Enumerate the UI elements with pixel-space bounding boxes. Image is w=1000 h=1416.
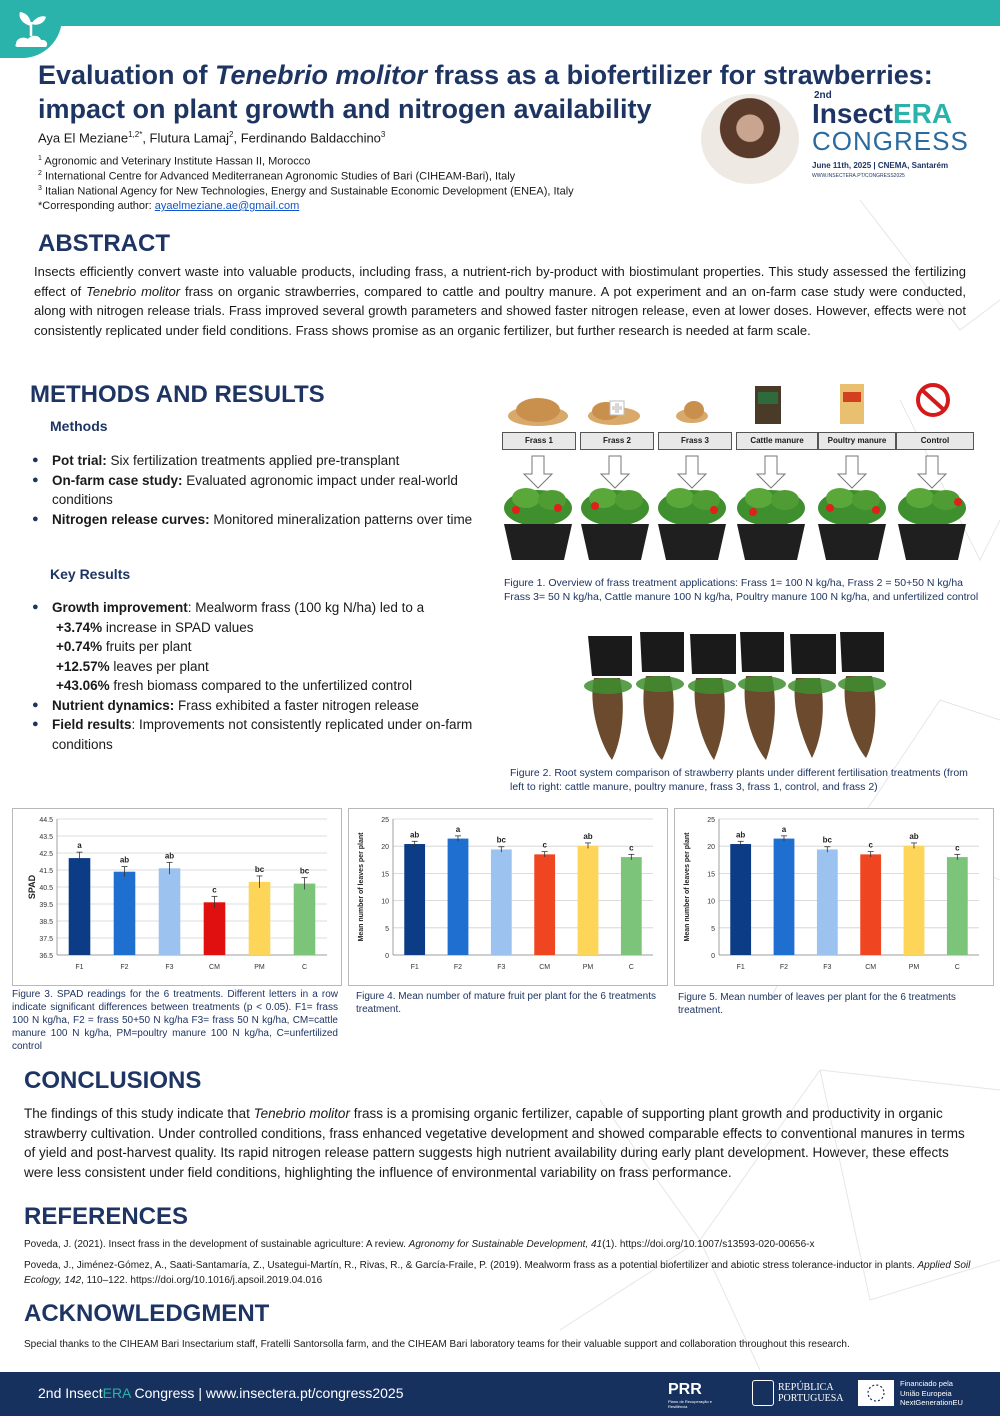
- label-control: Control: [896, 432, 974, 450]
- y-axis-label: SPAD: [27, 874, 37, 900]
- y-tick-label: 42.5: [39, 851, 53, 858]
- chart-3-box: [12, 808, 342, 986]
- y-tick-label: 15: [381, 871, 389, 879]
- affiliation-2: $^2$ International Centre for Advanced Mediterranean Agronomic Studies of Bari (CIHEAM-Bari), Italy: [38, 170, 516, 183]
- prr-logo: [668, 1381, 728, 1409]
- significance-letter: bc: [496, 835, 507, 845]
- y-tick-label: 41.5: [39, 868, 53, 875]
- eu-funding-text: Financiado pela União Europeia NextGenerationEU: [900, 1379, 963, 1407]
- prr-subtitle: Plano de Recuperação e Resiliência: [668, 1399, 713, 1409]
- logo: [0, 0, 62, 58]
- author-list: Aya El Meziane$^{1,2*}$, Flutura Lamaj$^2$, Ferdinando Baldacchino$^3$: [38, 130, 386, 146]
- significance-letter: bc: [254, 864, 265, 874]
- y-tick-label: 43.5: [39, 834, 53, 841]
- y-tick-label: 0: [711, 953, 715, 960]
- x-tick-label: F1: [736, 964, 745, 971]
- footer-bar: [0, 1372, 1000, 1416]
- label-frass-1: Frass 1: [502, 432, 576, 450]
- bar-pm: [904, 846, 925, 955]
- methods-heading: METHODS AND RESULTS: [30, 381, 325, 408]
- x-tick-label: F2: [779, 964, 789, 971]
- chart-5-box: [674, 808, 994, 986]
- y-tick-label: 36.5: [39, 953, 53, 960]
- significance-letter: ab: [909, 831, 919, 841]
- references-heading: REFERENCES: [24, 1203, 189, 1230]
- figure-2-caption: Figure 2. Root system comparison of strawberry plants under different fertilisation treatments (from left to right: cattle manure, poultry manure, frass 3, frass 1, control, and frass 2): [510, 767, 968, 793]
- y-axis-label: Mean number of leaves per plant: [358, 832, 365, 942]
- figure-1-treatments: [502, 378, 980, 573]
- figure-5-caption: Figure 5. Mean number of leaves per plant for the 6 treatments treatment.: [678, 992, 956, 1016]
- y-tick-label: 25: [707, 817, 715, 824]
- congress-name: InsectERA: [812, 98, 953, 129]
- label-cattle-manure: Cattle manure: [736, 432, 818, 450]
- y-tick-label: 20: [707, 844, 715, 852]
- figure-3-caption: Figure 3. SPAD readings for the 6 treatments. Different letters in a row indicate significant differences between treatments (p < 0.05). F1= frass 100 N kg/ha, F2 = frass 50+50 N kg/ha F3= frass 50 N kg/ha, CM=cattle manure 100 N kg/ha, PM=poultry manure 100 N kg/ha, C=unfertilized control: [12, 989, 338, 1052]
- republica-logo: REPÚBLICA PORTUGUESA: [778, 1382, 844, 1404]
- acknowledgment-heading: ACKNOWLEDGMENT: [24, 1300, 270, 1327]
- y-tick-label: 25: [381, 817, 389, 824]
- conclusions-heading: CONCLUSIONS: [24, 1067, 202, 1094]
- chart-4-box: [348, 808, 668, 986]
- congress-word: CONGRESS: [812, 126, 969, 156]
- x-tick-label: CM: [865, 964, 877, 971]
- treatment-illustration: [502, 378, 980, 573]
- list-item: ● Nutrient dynamics: Frass exhibited a faster nitrogen release: [30, 696, 485, 716]
- acknowledgment-text: Special thanks to the CIHEAM Bari Insectarium staff, Fratelli Santorsolla farm, and the CIHEAM Bari laboratory teams for their valuable support and collaboration throughout this research.: [24, 1339, 850, 1350]
- y-tick-label: 40.5: [39, 885, 53, 892]
- y-tick-label: 10: [381, 898, 389, 906]
- y-tick-label: 20: [381, 844, 389, 852]
- bar-cm: [860, 854, 881, 955]
- significance-letter: ab: [735, 830, 746, 840]
- x-tick-label: C: [301, 964, 308, 971]
- significance-letter: c: [955, 843, 960, 853]
- bar-pm: [249, 882, 271, 955]
- x-tick-label: PM: [254, 964, 265, 971]
- bar-f1: [69, 858, 91, 955]
- bar-pm: [578, 846, 599, 955]
- bar-f3: [817, 849, 838, 955]
- y-tick-label: 37.5: [39, 936, 53, 943]
- label-frass-3: Frass 3: [658, 432, 732, 450]
- reference-1: Poveda, J. (2021). Insect frass in the development of sustainable agriculture: A review. Agronomy for Sustainable Development, 41(1). https://doi.org/10.1007/s13593-020-00656-x: [24, 1239, 815, 1250]
- y-tick-label: 44.5: [39, 817, 53, 824]
- x-tick-label: PM: [908, 964, 920, 971]
- significance-letter: c: [212, 885, 217, 895]
- x-tick-label: PM: [582, 964, 594, 971]
- bar-f3: [491, 849, 512, 955]
- leaves-bar-chart: [675, 809, 993, 985]
- eu-flag-icon: [858, 1380, 894, 1406]
- bar-cm: [534, 854, 555, 955]
- congress-url: WWW.INSECTERA.PT/CONGRESS2025: [812, 173, 905, 179]
- bar-f1: [404, 844, 425, 955]
- author-photo: [701, 94, 799, 184]
- reference-2: Poveda, J., Jiménez-Gómez, A., Saati-Santamaría, Z., Usategui-Martín, R., Rivas, R., & García-Fraile, P. (2019). Mealworm frass as a potential biofertilizer and abiotic stress tolerance-inductor in plants. Applied Soil Ecology, 142, 110–122. https://doi.org/10.1016/j.apsoil.2019.04.016: [24, 1260, 971, 1286]
- congress-logo: [812, 90, 972, 179]
- bar-f2: [114, 872, 136, 955]
- figure-2-root-photo: [578, 626, 898, 764]
- abstract-heading: ABSTRACT: [38, 230, 170, 257]
- list-item: ● Nitrogen release curves: Monitored mineralization patterns over time: [30, 510, 485, 530]
- significance-letter: c: [629, 843, 634, 853]
- significance-letter: a: [781, 824, 787, 834]
- affiliation-3: $^3$ Italian National Agency for New Technologies, Energy and Sustainable Economic Development (ENEA), Italy: [38, 185, 574, 198]
- x-tick-label: F3: [165, 964, 174, 971]
- x-tick-label: F1: [410, 964, 419, 971]
- results-list: [30, 598, 485, 754]
- label-poultry-manure: Poultry manure: [818, 432, 896, 450]
- footer-congress-text: 2nd InsectERA Congress | www.insectera.pt/congress2025: [38, 1385, 404, 1401]
- methods-list: [30, 451, 485, 529]
- bar-f1: [730, 844, 751, 955]
- significance-letter: c: [868, 840, 873, 850]
- list-item: ● Field results: Improvements not consistently replicated under on-farm conditions: [30, 715, 485, 754]
- significance-letter: c: [542, 840, 547, 850]
- methods-subheading: Methods: [50, 418, 108, 434]
- significance-letter: ab: [164, 851, 175, 861]
- y-tick-label: 10: [707, 898, 715, 906]
- bar-cm: [204, 902, 226, 955]
- x-tick-label: F3: [497, 964, 506, 971]
- bar-f2: [774, 839, 795, 955]
- bar-f2: [448, 839, 469, 955]
- corresponding-author: *Corresponding author: ayaelmeziane.ae@gmail.com: [38, 200, 300, 212]
- conclusions-text: The findings of this study indicate that Tenebrio molitor frass is a promising organic fertilizer, capable of supporting plant growth and productivity in organic strawberry cultivation. Under controlled conditions, frass enhanced vegetative development and showed comparable effects to conventional manures in terms of yield and post-harvest quality. Its rapid nitrogen release pattern suggests high nutrient availability during early plant development. However, these effects were less consistent under field conditions, highlighting the influence of environmental variability on frass performance.: [24, 1106, 965, 1180]
- x-tick-label: CM: [539, 964, 551, 971]
- x-tick-label: C: [628, 964, 634, 971]
- prr-mark: PRR: [668, 1381, 702, 1398]
- x-tick-label: F2: [453, 964, 463, 971]
- list-item: ● On-farm case study: Evaluated agronomic impact under real-world conditions: [30, 471, 485, 510]
- y-tick-label: 5: [711, 925, 715, 933]
- significance-letter: a: [455, 824, 461, 834]
- poster-title: Evaluation of Tenebrio molitor frass as a biofertilizer for strawberries: impact on plant growth and nitrogen availability: [38, 60, 933, 124]
- y-axis-label: Mean number of leaves per plant: [684, 832, 691, 942]
- email-link[interactable]: ayaelmeziane.ae@gmail.com: [154, 200, 300, 212]
- fruit-bar-chart: [349, 809, 667, 985]
- sprout-icon: [0, 0, 62, 58]
- bar-c: [621, 857, 642, 955]
- x-tick-label: C: [954, 964, 960, 971]
- congress-date: June 11th, 2025 | CNEMA, Santarém: [812, 161, 949, 170]
- significance-letter: ab: [583, 831, 593, 841]
- figure-4-caption: Figure 4. Mean number of mature fruit per plant for the 6 treatments treatment.: [356, 991, 656, 1015]
- abstract-text: Insects efficiently convert waste into valuable products, including frass, a nutrient-rich by-product with biostimulant properties. This study assessed the fertilizing effect of Tenebrio molitor frass on organic strawberries, compared to cattle and poultry manure. A pot experiment and an on-farm case study were conducted, along with nitrogen release trials. Frass improved several growth parameters and showed faster nitrogen release, even at lower doses. However, effects were not consistently replicated under field conditions. Frass shows promise as an organic fertilizer, but further research is needed at farm scale.: [34, 264, 966, 338]
- bar-c: [294, 884, 316, 955]
- x-tick-label: CM: [209, 964, 220, 971]
- significance-letter: bc: [299, 866, 310, 876]
- x-tick-label: F1: [75, 964, 84, 971]
- x-tick-label: F3: [823, 964, 832, 971]
- significance-letter: ab: [409, 830, 420, 840]
- y-tick-label: 15: [707, 871, 715, 879]
- significance-letter: ab: [119, 855, 130, 865]
- label-frass-2: Frass 2: [580, 432, 654, 450]
- key-results-subheading: Key Results: [50, 566, 131, 582]
- significance-letter: a: [77, 841, 82, 851]
- bar-f3: [159, 868, 181, 955]
- x-tick-label: F2: [120, 964, 129, 971]
- top-banner: [0, 0, 1000, 26]
- significance-letter: bc: [822, 835, 833, 845]
- figure-1-caption: Figure 1. Overview of frass treatment applications: Frass 1= 100 N kg/ha, Frass 2 = 50+50 N kg/ha Frass 3= 50 N kg/ha, Cattle manure 100 N kg/ha, Poultry manure 100 N kg/ha, and unfertilized control: [504, 577, 979, 603]
- y-tick-label: 5: [385, 925, 389, 933]
- y-tick-label: 38.5: [39, 919, 53, 926]
- y-tick-label: 39.5: [39, 902, 53, 909]
- republic-emblem-icon: [752, 1380, 774, 1406]
- bar-c: [947, 857, 968, 955]
- spad-bar-chart: [13, 809, 341, 985]
- y-tick-label: 0: [385, 953, 389, 960]
- congress-edition: 2nd: [814, 90, 832, 101]
- list-item: ● Growth improvement: Mealworm frass (100 kg N/ha) led to a +3.74% increase in SPAD values +0.74% fruits per plant +12.57% leaves per plant +43.06% fresh biomass compared to the unfertilized control: [30, 598, 485, 696]
- affiliation-1: $^1$ Agronomic and Veterinary Institute Hassan II, Morocco: [38, 155, 311, 168]
- list-item: ● Pot trial: Six fertilization treatments applied pre-transplant: [30, 451, 485, 471]
